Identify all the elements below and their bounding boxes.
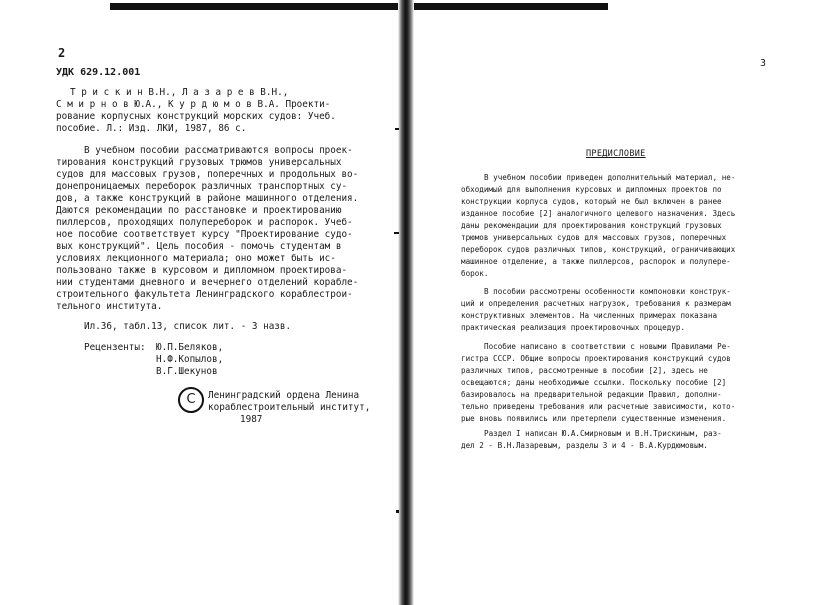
paragraph-line: даны рекомендации для проектирования конструкций грузовых [461, 221, 722, 230]
paragraph-line: конструктивных элементов. На численных примерах показана [461, 311, 718, 320]
abstract-line: строительного факультета Ленинградского кораблестрои- [56, 289, 353, 300]
publisher-year: 1987 [240, 414, 263, 425]
section-heading: ПРЕДИСЛОВИЕ [586, 149, 646, 159]
paragraph-line: освещаются; даны необходимые ссылки. Поскольку пособие [2] [461, 378, 727, 387]
abstract-line: нии студентами дневного и вечернего отделений корабле- [56, 277, 359, 288]
publisher-line: Ленинградский ордена Ленина [208, 390, 360, 401]
paragraph-line: ций и определения расчетных нагрузок, требования к размерам [461, 299, 731, 308]
udk-code: УДК 629.12.001 [56, 67, 141, 78]
paragraph-line: переборок судов различных типов, конструкций, ограничивающих [461, 245, 736, 254]
paragraph-line: Пособие написано в соответствии с новыми Правилами Ре- [484, 342, 731, 351]
paragraph-line: обходимый для выполнения курсовых и дипломных проектов по [461, 185, 722, 194]
paragraph-line: В пособии рассмотрены особенности компоновки конструк- [484, 287, 731, 296]
publisher-line: кораблестроительный институт, [208, 402, 371, 413]
paragraph-line: тельно приведены требования или расчетные зависимости, кото- [461, 402, 736, 411]
abstract-line: тирования конструкций грузовых трюмов универсальных [56, 157, 342, 168]
paragraph-line: практическая реализация проектировочных процедур. [461, 323, 686, 332]
page-number: 2 [58, 46, 66, 60]
paragraph-line: изданное пособие [2] аналогичного целевого назначения. Здесь [461, 209, 736, 218]
scan-speck [394, 232, 399, 234]
abstract-line: донепроницаемых переборок различных транспортных су- [56, 181, 348, 192]
reviewers-label: Рецензенты: [84, 342, 146, 353]
abstract-line: тельного института. [56, 301, 163, 312]
biblio-line: Т р и с к и н В.Н., Л а з а р е в В.Н., [70, 87, 289, 98]
paragraph-line: рые вновь появились или претерпели существенные изменения. [461, 414, 727, 423]
paragraph-line: базировалось на предварительной редакции Правил, дополни- [461, 390, 722, 399]
publication-stats: Ил.36, табл.13, список лит. - 3 назв. [84, 321, 292, 332]
page-number: 3 [760, 58, 767, 69]
paragraph-line: дел 2 - В.Н.Лазаревым, разделы 3 и 4 - В.А.Курдюмовым. [461, 441, 708, 450]
scan-speck [395, 128, 399, 130]
abstract-line: В учебном пособии рассматриваются вопросы проек- [84, 145, 353, 156]
abstract-line: дов, а также конструкций в районе машинного отделения. [56, 193, 359, 204]
paragraph-line: Раздел I написан Ю.А.Смирновым и В.Н.Трискиным, раз- [484, 429, 722, 438]
copyright-icon: C [178, 387, 204, 413]
biblio-line: пособие. Л.: Изд. ЛКИ, 1987, 86 с. [56, 123, 247, 134]
reviewer-name: Н.Ф.Копылов, [156, 354, 224, 365]
paragraph-line: различных типов, рассмотренные в пособии [2], здесь не [461, 366, 708, 375]
right-page [412, 0, 830, 605]
abstract-line: Даются рекомендации по расстановке и проектированию [56, 205, 342, 216]
biblio-line: С м и р н о в Ю.А., К у р д ю м о в В.А. Проекти- [56, 99, 331, 110]
abstract-line: ное пособие соответствует курсу "Проектирование судо- [56, 229, 353, 240]
paragraph-line: В учебном пособии приведен дополнительный материал, не- [484, 173, 736, 182]
biblio-line: рование корпусных конструкций морских судов: Учеб. [56, 111, 336, 122]
left-page [0, 0, 405, 605]
reviewer-name: В.Г.Шекунов [156, 366, 218, 377]
abstract-line: пользовано также в курсовом и дипломном проектирова- [56, 265, 348, 276]
paragraph-line: машинное отделение, а также пиллерсов, распорок и полупере- [461, 257, 731, 266]
paragraph-line: гистра СССР. Общие вопросы проектирования конструкций судов [461, 354, 731, 363]
paragraph-line: борок. [461, 269, 489, 278]
reviewer-name: Ю.П.Беляков, [156, 342, 224, 353]
abstract-line: условиях лекционного материала; оно может быть ис- [56, 253, 336, 264]
paragraph-line: трюмов универсальных судов для массовых грузов, поперечных [461, 233, 727, 242]
abstract-line: вых конструкций". Цель пособия - помочь студентам в [56, 241, 342, 252]
scan-speck [396, 510, 399, 513]
paragraph-line: конструкции корпуса судов, который не был включен в ранее [461, 197, 722, 206]
abstract-line: судов для массовых грузов, поперечных и продольных во- [56, 169, 359, 180]
abstract-line: пиллерсов, проходящих полупереборок и распорок. Учеб- [56, 217, 353, 228]
